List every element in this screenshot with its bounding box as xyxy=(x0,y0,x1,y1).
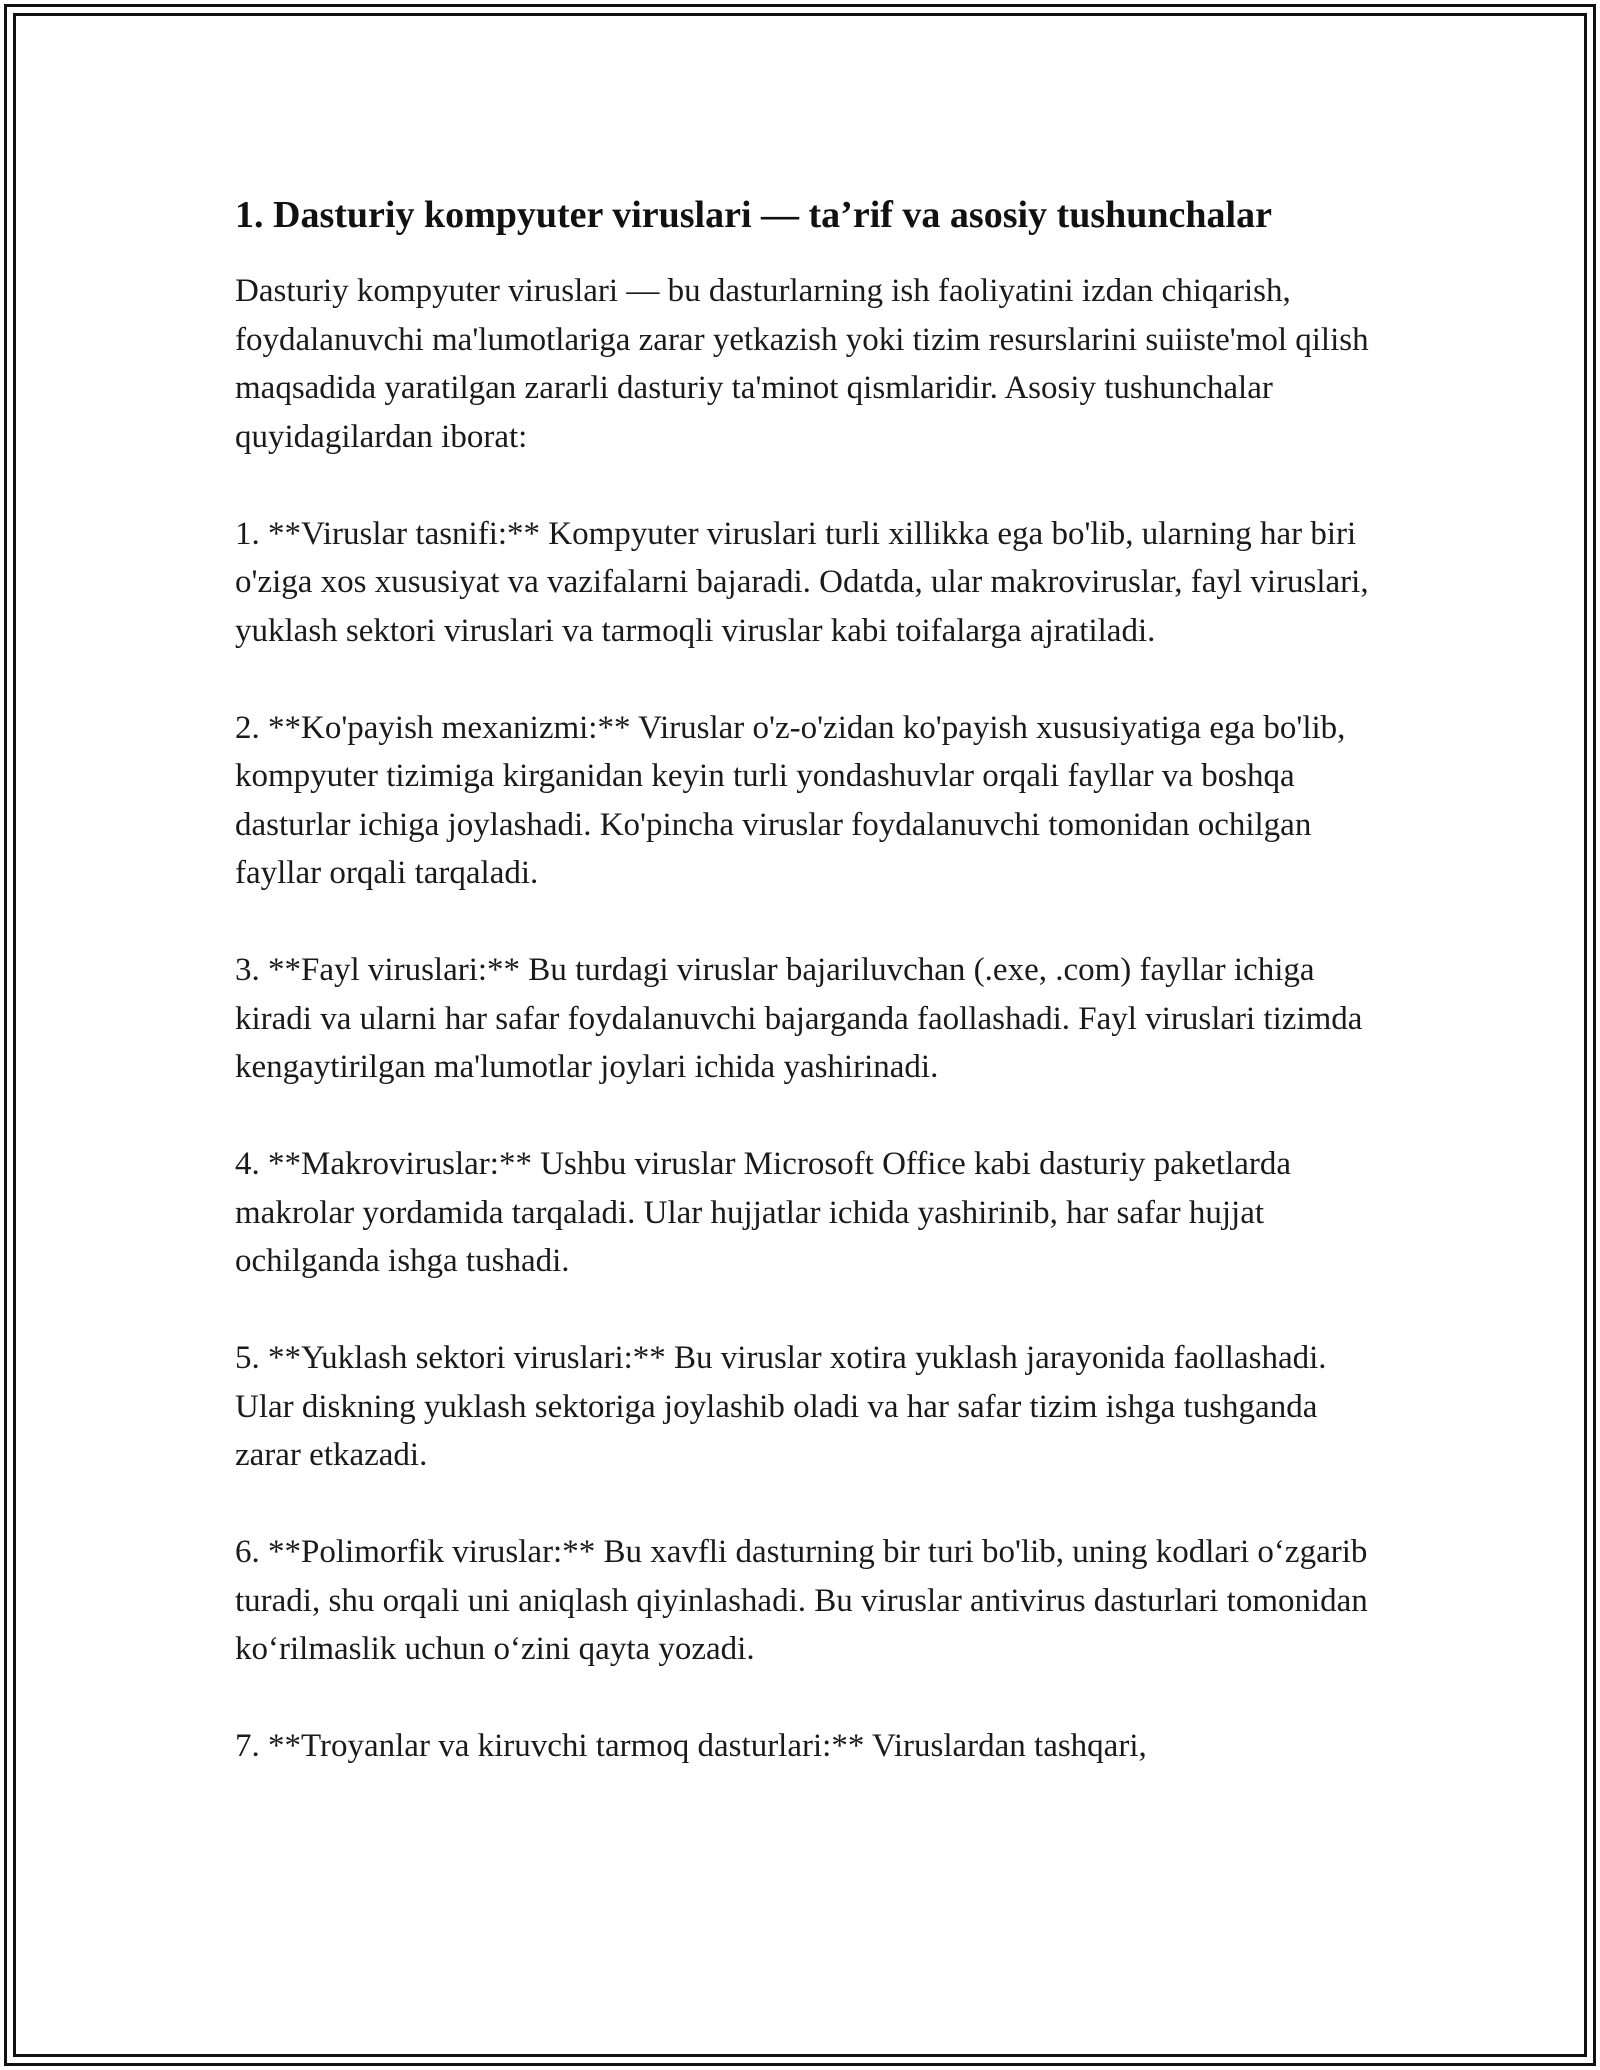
list-item-7: 7. **Troyanlar va kiruvchi tarmoq dasturlari:** Viruslardan tashqari, xyxy=(235,1728,1147,1764)
list-item-4: 4. **Makroviruslar:** Ushbu viruslar Microsoft Office kabi dasturiy paketlarda makrolar yordamida tarqaladi. Ular hujjatlar ichida yashirinib, har safar hujjat ochilganda ishga tushadi. xyxy=(235,1146,1292,1279)
document-body xyxy=(235,188,1375,1819)
list-item-6: 6. **Polimorfik viruslar:** Bu xavfli dasturning bir turi bo'lib, uning kodlari o‘zgarib turadi, shu orqali uni aniqlash qiyinlashadi. Bu viruslar antivirus dasturlari tomonidan ko‘rilmaslik uchun o‘zini qayta yozadi. xyxy=(235,1534,1368,1667)
intro-paragraph: Dasturiy kompyuter viruslari — bu dasturlarning ish faoliyatini izdan chiqarish, foydalanuvchi ma'lumotlariga zarar yetkazish yoki tizim resurslarini suiiste'mol qilish maqsadida yaratilgan zararli dasturiy ta'minot qismlaridir. Asosiy tushunchalar quyidagilardan iborat: xyxy=(235,273,1369,455)
list-item-5: 5. **Yuklash sektori viruslari:** Bu viruslar xotira yuklash jarayonida faollashadi. Ular diskning yuklash sektoriga joylashib oladi va har safar tizim ishga tushganda zarar etkazadi. xyxy=(235,1340,1327,1473)
list-item-2: 2. **Ko'payish mexanizmi:** Viruslar o'z-o'zidan ko'payish xususiyatiga ega bo'lib, kompyuter tizimiga kirganidan keyin turli yondashuvlar orqali fayllar va boshqa dasturlar ichiga joylashadi. Ko'pincha viruslar foydalanuvchi tomonidan ochilgan fayllar orqali tarqaladi. xyxy=(235,709,1346,891)
list-item-1: 1. **Viruslar tasnifi:** Kompyuter viruslari turli xillikka ega bo'lib, ularning har biri o'ziga xos xususiyat va vazifalarni bajaradi. Odatda, ular makroviruslar, fayl viruslari, yuklash sektori viruslari va tarmoqli viruslar kabi toifalarga ajratiladi. xyxy=(235,515,1369,649)
list-item-3: 3. **Fayl viruslari:** Bu turdagi viruslar bajariluvchan (.exe, .com) fayllar ichiga kiradi va ularni har safar foydalanuvchi bajarganda faollashadi. Fayl viruslari tizimda kengaytirilgan ma'lumotlar joylari ichida yashirinadi. xyxy=(235,952,1363,1085)
section-heading: 1. Dasturiy kompyuter viruslari — ta’rif va asosiy tushunchalar xyxy=(235,194,1272,236)
